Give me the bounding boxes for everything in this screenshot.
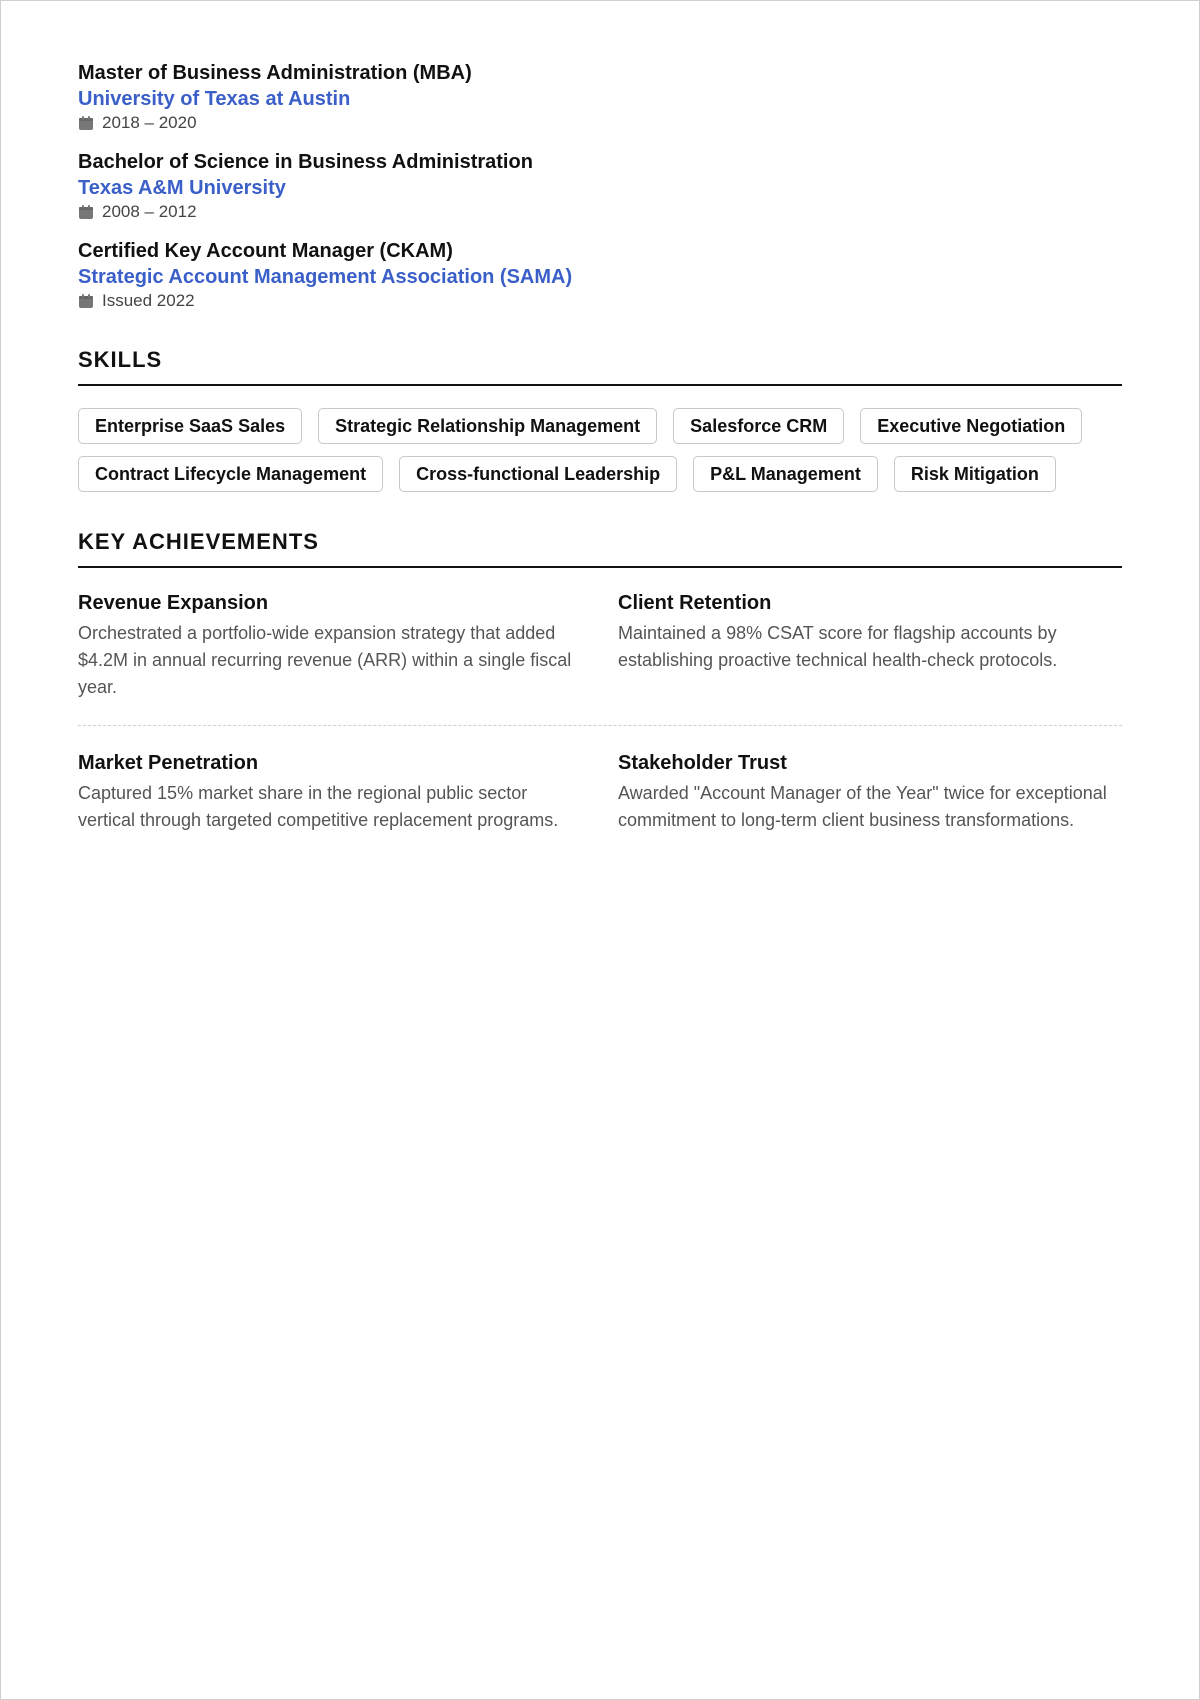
achievements-row <box>78 590 1122 726</box>
education-date: 2008 – 2012 <box>102 202 197 221</box>
achievement-description: Maintained a 98% CSAT score for flagship accounts by establishing proactive technical health-check protocols. <box>618 623 1058 670</box>
achievement-item <box>78 590 582 701</box>
skills-list <box>78 408 1122 492</box>
calendar-icon <box>78 293 94 309</box>
skills-heading: SKILLS <box>78 346 1122 386</box>
education-list <box>78 60 1122 312</box>
skill-chip: Salesforce CRM <box>673 408 844 444</box>
education-entry <box>78 60 1122 134</box>
calendar-icon <box>78 115 94 131</box>
certification-date-row <box>78 290 1122 312</box>
education-date-row <box>78 112 1122 134</box>
achievement-title: Stakeholder Trust <box>618 752 787 774</box>
achievement-item <box>78 750 582 834</box>
education-date: 2018 – 2020 <box>102 113 197 132</box>
achievements-heading: KEY ACHIEVEMENTS <box>78 528 1122 568</box>
skill-chip: Risk Mitigation <box>894 456 1056 492</box>
skill-chip: Executive Negotiation <box>860 408 1082 444</box>
education-school: University of Texas at Austin <box>78 88 351 110</box>
education-degree: Master of Business Administration (MBA) <box>78 62 472 84</box>
achievement-item <box>618 590 1122 701</box>
skills-section <box>78 346 1122 492</box>
skill-chip: Contract Lifecycle Management <box>78 456 383 492</box>
education-date-row <box>78 201 1122 223</box>
certification-entry <box>78 238 1122 312</box>
achievement-title: Client Retention <box>618 592 772 614</box>
achievements-row <box>78 726 1122 834</box>
achievements-section <box>78 528 1122 834</box>
achievement-description: Orchestrated a portfolio-wide expansion strategy that added $4.2M in annual recurring revenue (ARR) within a single fiscal year. <box>78 623 572 697</box>
achievement-title: Revenue Expansion <box>78 592 269 614</box>
education-entry <box>78 149 1122 223</box>
skill-chip: Cross-functional Leadership <box>399 456 677 492</box>
skill-chip: P&L Management <box>693 456 878 492</box>
skill-chip: Enterprise SaaS Sales <box>78 408 302 444</box>
certification-name: Certified Key Account Manager (CKAM) <box>78 240 453 262</box>
achievement-description: Awarded "Account Manager of the Year" twice for exceptional commitment to long-term client business transformations. <box>618 783 1107 830</box>
achievement-item <box>618 750 1122 834</box>
achievement-description: Captured 15% market share in the regional public sector vertical through targeted competitive replacement programs. <box>78 783 559 830</box>
education-school: Texas A&M University <box>78 177 286 199</box>
calendar-icon <box>78 204 94 220</box>
achievements-grid <box>78 590 1122 834</box>
certification-issuer: Strategic Account Management Association (SAMA) <box>78 266 573 288</box>
education-degree: Bachelor of Science in Business Administration <box>78 151 533 173</box>
certification-date: Issued 2022 <box>102 291 195 310</box>
skill-chip: Strategic Relationship Management <box>318 408 657 444</box>
achievement-title: Market Penetration <box>78 752 259 774</box>
